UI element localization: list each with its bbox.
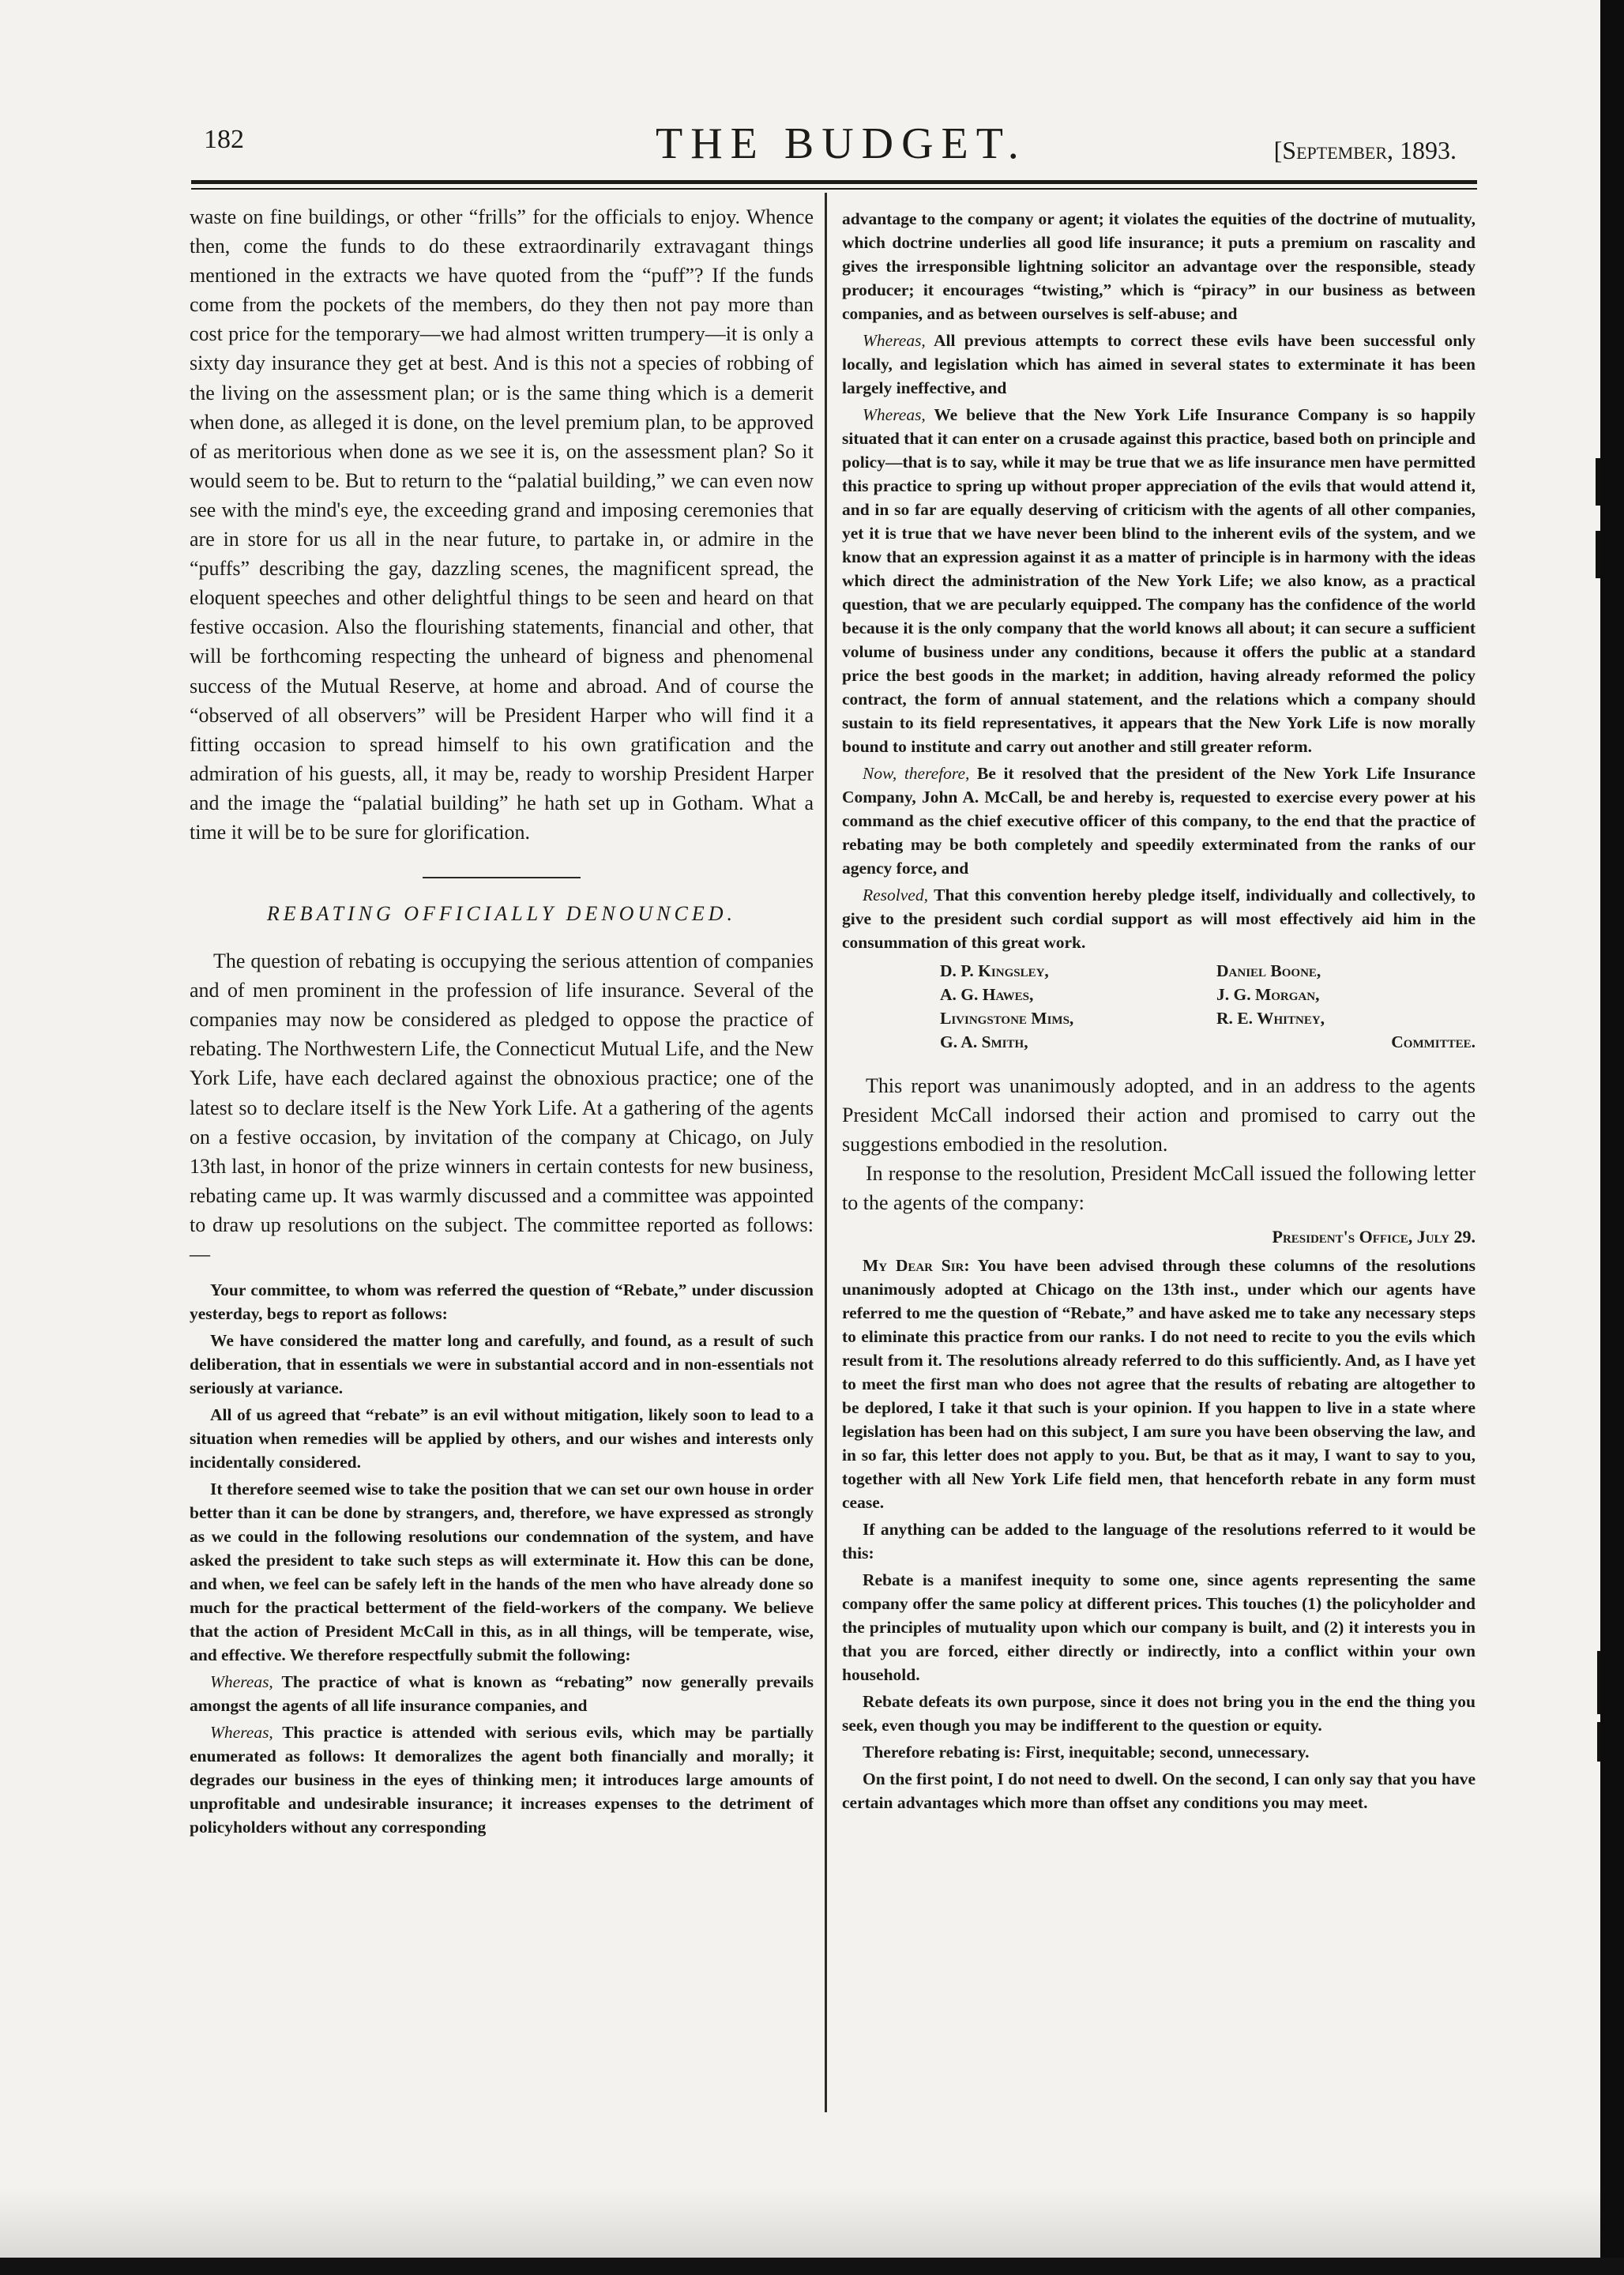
page-number: 182 bbox=[204, 125, 244, 154]
whereas-paragraph bbox=[842, 403, 1476, 758]
signatory: A. G. Hawes, bbox=[940, 985, 1034, 1004]
issue-date: [September, 1893. bbox=[1273, 136, 1457, 164]
resolved-paragraph bbox=[842, 883, 1476, 954]
section-heading: REBATING OFFICIALLY DENOUNCED. bbox=[266, 902, 737, 926]
whereas-paragraph bbox=[190, 1720, 814, 1839]
letter-paragraph: If anything can be added to the language of the resolutions referred to it would be this: bbox=[842, 1520, 1476, 1563]
continuation-paragraph: advantage to the company or agent; it violates the equities of the doctrine of mutuality, which doctrine underlies all good life insurance; it puts a premium on rascality and gives the irresponsible lightning solicitor an advantage over the responsible, steady producer; it encourages “twisting,” which is “piracy” in our business as between companies, and as between ourselves is self-abuse; and bbox=[842, 209, 1476, 323]
report-paragraph: All of us agreed that “rebate” is an evil without mitigation, likely soon to lead to a situation when remedies will be applied by others, and our wishes and interests only incidentally considered. bbox=[190, 1405, 814, 1472]
signatory: J. G. Morgan, bbox=[1216, 985, 1320, 1004]
intro-paragraph: waste on fine buildings, or other “frills” for the officials to enjoy. Whence then, come the funds to do these extraordinarily extravagant things mentioned in the extracts we have quoted from the “puff”? If the funds come from the pockets of the members, do they then not pay more than cost price for the temporary—we had almost written trumpery—it is only a sixty day insurance they get at best. And is this not a species of robbing of the living on the assessment plan; or is the same thing which is a demerit when done, as alleged it is done, on the level premium plan, to be approved of as meritorious when done as we see it is, on the assessment plan? So it would seem to be. But to return to the “palatial building,” we can even now see with the mind's eye, the exceeding grand and imposing ceremonies that are in store for us all in the near future, to partake in, or admire in the “puffs” describing the gay, dazzling scenes, the magnificent spread, the eloquent speeches and other delightful things to be seen and heard on that festive occasion. Also the flourishing statements, financial and other, that will be forthcoming respecting the unheard of bigness and phenomenal success of the Mutual Reserve, at home and abroad. And of course the “observed of all observers” will be President Harper who will find it a fitting occasion to spread himself to his own gratification and the admiration of his guests, all, it may be, ready to worship President Harper and the image the “palatial building” he hath set up in Gotham. What a time it will be to be sure for glorification. bbox=[190, 205, 814, 844]
signatory: Daniel Boone, bbox=[1216, 961, 1321, 980]
whereas-text: All previous attempts to correct these evils have been successful only locally, and legislation which has aimed in several states to exterminate it has been largely ineffective, and bbox=[842, 331, 1476, 397]
column-divider bbox=[825, 193, 827, 2112]
now-therefore-paragraph bbox=[842, 761, 1476, 880]
whereas-text: The practice of what is known as “rebating” now generally prevails amongst the agents of all life insurance companies, and bbox=[190, 1672, 814, 1716]
letter-paragraph: Therefore rebating is: First, inequitable; second, unnecessary. bbox=[863, 1743, 1310, 1762]
now-therefore-text: Be it resolved that the president of the New York Life Insurance Company, John A. McCall, be and hereby is, requested to exercise every power at his command as the chief executive officer of this company, to the end that the practice of rebating may be both completely and speedily exterminated from the ranks of our agency force, and bbox=[842, 764, 1476, 878]
committee-signatures bbox=[842, 959, 1476, 1054]
header-rule-thin bbox=[191, 188, 1477, 190]
whereas-text: We believe that the New York Life Insurance Company is so happily situated that it can enter on a crusade against this practice, based both on principle and policy—that is to say, while it may be true that we as life insurance men have permitted this practice to spring up without proper appreciation of the evils that would attend it, and in so far are equally deserving of criticism with the agents of all other companies, yet it is true that we have never been blind to the inherent evils of the system, and we know that an expression against it as a matter of principle is in harmony with the ideas which direct the administration of the New York Life; we also know, as a practical question, that we are pecularly equipped. The company has the confidence of the world because it is the only company that the world knows all about; it can secure a sufficient volume of business under any conditions, because it offers the public at a standard price the best goods in the market; in addition, having already reformed the policy contract, the form of annual statement, and the relations which a company should sustain to its field representatives, it appears that the New York Life is now morally bound to institute and carry out another and still greater reform. bbox=[842, 405, 1476, 756]
adoption-paragraph: This report was unanimously adopted, and in an address to the agents President McCall indorsed their action and promised to carry out the suggestions embodied in the resolution. bbox=[842, 1074, 1476, 1156]
whereas-paragraph bbox=[190, 1670, 814, 1717]
whereas-lead: Whereas, bbox=[863, 331, 926, 350]
section-separator bbox=[423, 877, 581, 878]
letter-text: You have been advised through these columns of the resolutions unanimously adopted at Chicago on the 13th inst., under which our agents have referred to me the question of “Rebate,” and have asked me to take any necessary steps to eliminate this practice from our ranks. I do not need to recite to you the evils which result from it. The resolutions already referred to do this sufficiently. And, as I have yet to meet the first man who does not agree that the results of rebating are altogether to be deplored, I take it that such is your opinion. If you happen to live in a state where legislation has been had on this subject, I am sure you have been observing the law, and in so far, this letter does not apply to you. But, be that as it may, I want to say to you, together with all New York Life field men, that henceforth rebate in any form must cease. bbox=[842, 1256, 1476, 1513]
resolved-text: That this convention hereby pledge itself, individually and collectively, to give to the president such cordial support as will most effectively aid him in the consummation of this great work. bbox=[842, 886, 1476, 952]
right-column bbox=[842, 207, 1476, 1814]
committee-label: Committee. bbox=[1391, 1032, 1476, 1051]
signatory: R. E. Whitney, bbox=[1216, 1009, 1325, 1028]
letter-paragraph: Rebate is a manifest inequity to some one, since agents representing the same company offer the same policy at different prices. This touches (1) the policyholder and the principles of mutuality upon which our company is built, and (2) it interests you in that you are forced, either directly or indirectly, into a conflict within your own household. bbox=[842, 1570, 1476, 1685]
letter-paragraph bbox=[842, 1254, 1476, 1514]
scan-edge bbox=[0, 2258, 1624, 2275]
whereas-lead: Whereas, bbox=[863, 405, 926, 424]
report-paragraph: We have considered the matter long and carefully, and found, as a result of such deliberation, that in essentials we were in substantial accord and in non-essentials not seriously at variance. bbox=[190, 1331, 814, 1398]
whereas-lead: Whereas, bbox=[210, 1723, 273, 1743]
masthead-title: THE BUDGET. bbox=[656, 119, 1027, 168]
whereas-paragraph bbox=[842, 329, 1476, 400]
section-intro-paragraph: The question of rebating is occupying the serious attention of companies and of men prominent in the profession of life insurance. Several of the companies may now be considered as pledged to oppose the practice of rebating. The Northwestern Life, the Connecticut Mutual Life, and the New York Life, have each declared against the obnoxious practice; one of the latest so to declare itself is the New York Life. At a gathering of the agents on a festive occasion, by invitation of the company at Chicago, on July 13th last, in honor of the prize winners in certain contests for new business, rebating came up. It was warmly discussed and a committee was appointed to draw up resolutions on the subject. The committee reported as follows:— bbox=[190, 949, 814, 1265]
letter-salutation: My Dear Sir: bbox=[863, 1256, 970, 1276]
scan-edge bbox=[1600, 0, 1624, 2275]
letter-paragraph: Rebate defeats its own purpose, since it does not bring you in the end the thing you seek, even though you may be indifferent to the question or equity. bbox=[842, 1692, 1476, 1735]
response-paragraph: In response to the resolution, President McCall issued the following letter to the agents of the company: bbox=[842, 1162, 1476, 1215]
whereas-text: This practice is attended with serious evils, which may be partially enumerated as follows: It demoralizes the agent both financially and morally; it degrades our business in the eyes of thinking men; it introduces large amounts of unprofitable and undesirable insurance; it increases expenses to the detriment of policyholders without any corresponding bbox=[190, 1723, 814, 1837]
scan-shadow bbox=[0, 2187, 1624, 2258]
signatory: Livingstone Mims, bbox=[940, 1009, 1074, 1028]
signatory: G. A. Smith, bbox=[940, 1032, 1028, 1051]
resolved-lead: Resolved, bbox=[863, 886, 928, 904]
left-column bbox=[190, 202, 814, 1839]
now-therefore-lead: Now, therefore, bbox=[863, 764, 970, 783]
letter-paragraph: On the first point, I do not need to dwell. On the second, I can only say that you have certain advantages which more than offset any conditions you may meet. bbox=[842, 1769, 1476, 1813]
letter-heading: President's Office, July 29. bbox=[1272, 1227, 1476, 1247]
signatory: D. P. Kingsley, bbox=[940, 961, 1049, 980]
report-paragraph: Your committee, to whom was referred the question of “Rebate,” under discussion yesterday, begs to report as follows: bbox=[190, 1280, 814, 1324]
header-rule-thick bbox=[191, 180, 1477, 184]
report-paragraph: It therefore seemed wise to take the position that we can set our own house in order better than it can be done by strangers, and, therefore, we have expressed as strongly as we could in the following resolutions our condemnation of the system, and have asked the president to take such steps as will exterminate it. How this can be done, and when, we feel can be safely left in the hands of the men who have already done so much for the practical betterment of the field-workers of the company. We believe that the action of President McCall in this, as in all things, will be temperate, wise, and effective. We therefore respectfully submit the following: bbox=[190, 1480, 814, 1665]
whereas-lead: Whereas, bbox=[210, 1672, 273, 1692]
